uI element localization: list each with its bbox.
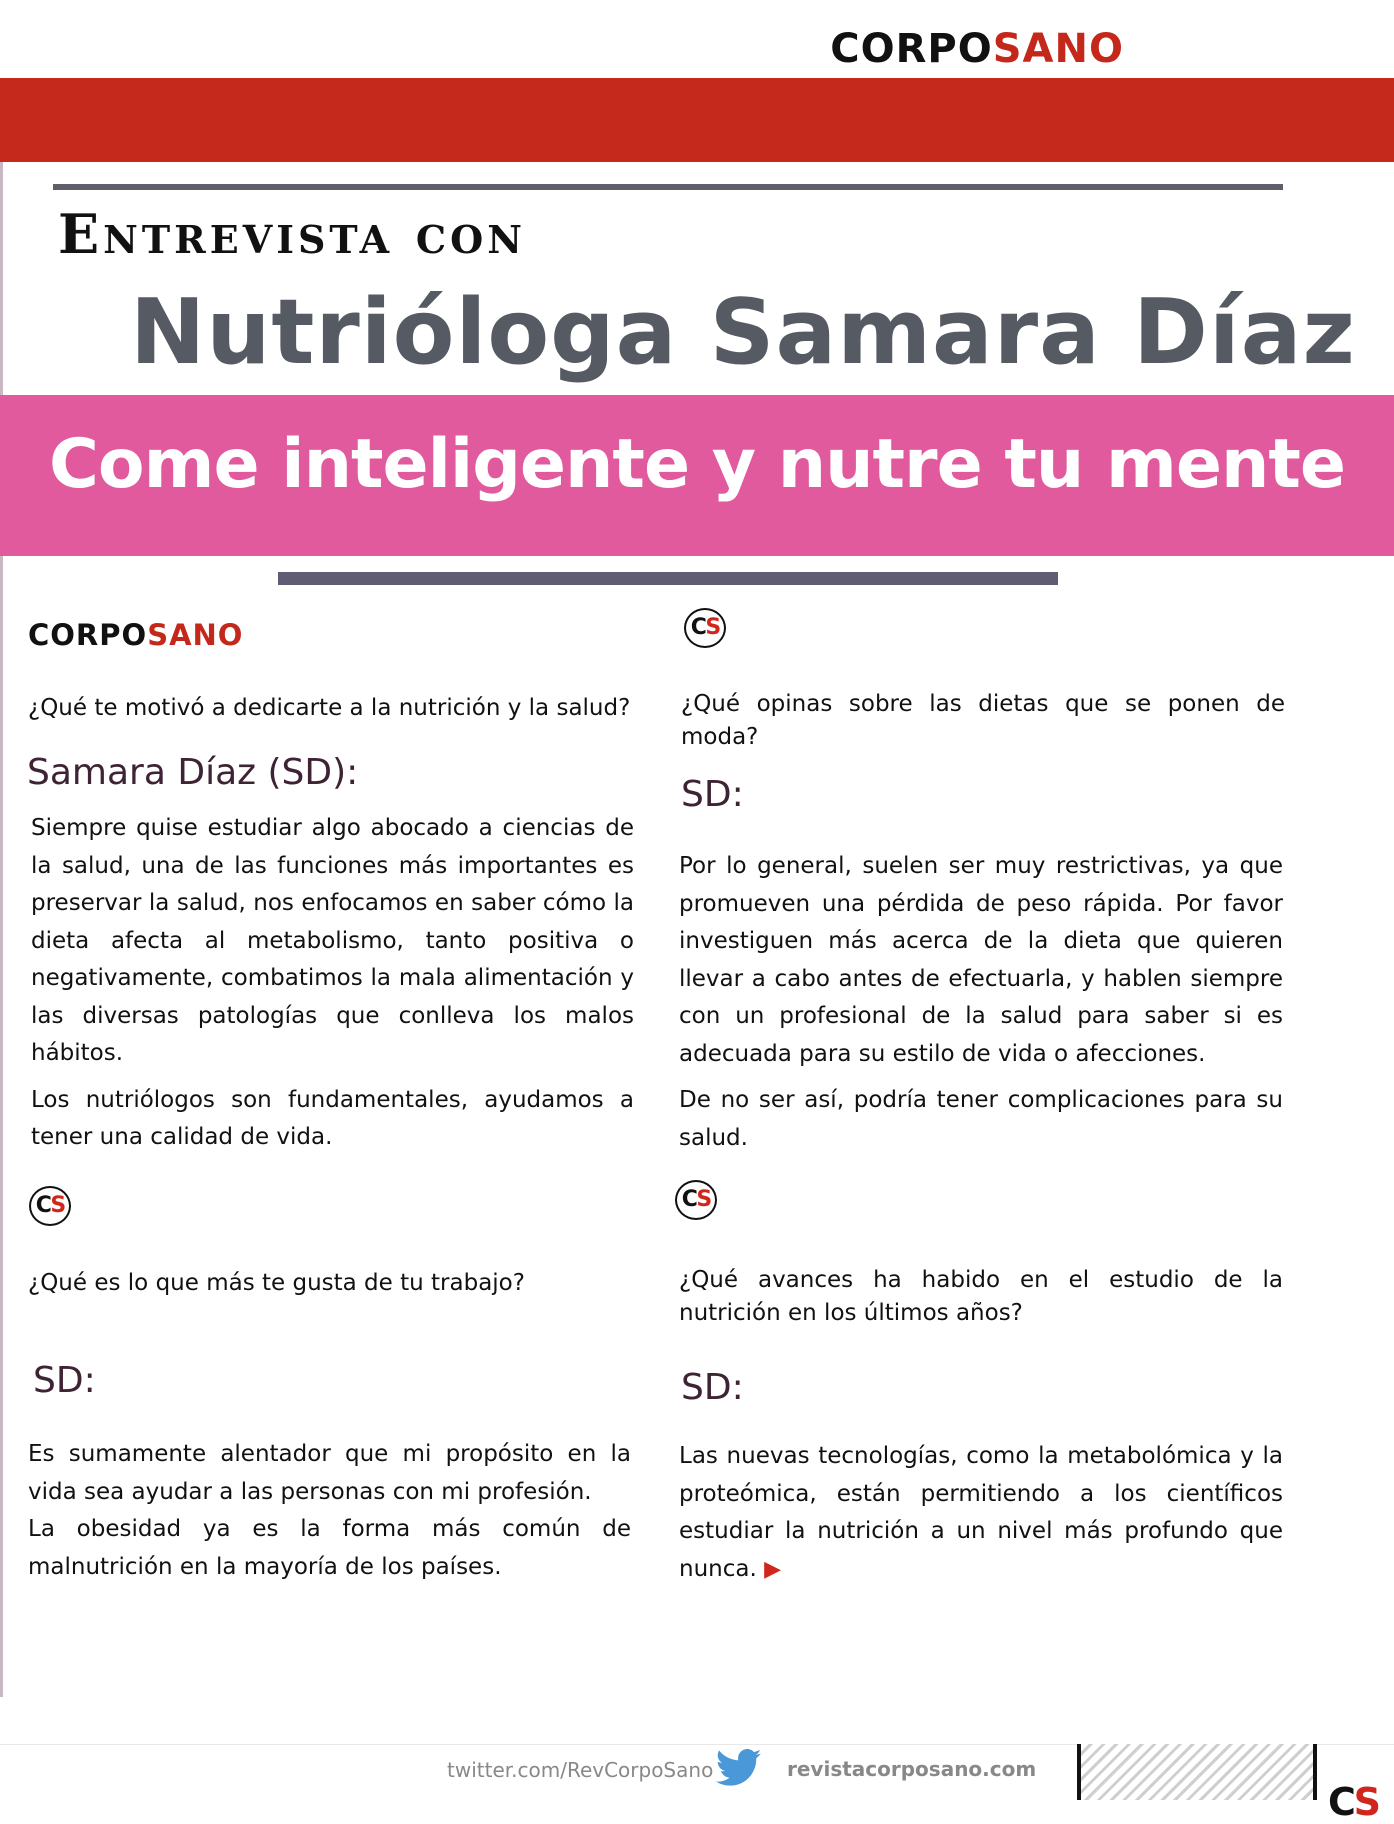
cs-badge-icon: CS xyxy=(684,608,726,648)
answer-1-paragraph: Siempre quise estudiar algo abocado a ciencias de la salud, una de las funciones más importantes es preservar la salud, nos enfocamos en saber cómo la dieta afecta al metabolismo, tanto positiva o negativamente, combatimos la mala alimentación y las diversas patologías que conlleva los malos hábitos. xyxy=(31,815,634,1066)
speaker-label-2: SD: xyxy=(681,774,744,815)
footer-stripe-block xyxy=(1077,1744,1317,1800)
website-link[interactable]: revistacorposano.com xyxy=(787,1757,1037,1781)
answer-2-paragraph: De no ser así, podría tener complicaciones para su salud. xyxy=(679,1087,1283,1151)
cs-badge-icon: CS xyxy=(675,1180,717,1220)
question-1: ¿Qué te motivó a dedicarte a la nutrición y la salud? xyxy=(28,695,631,721)
twitter-handle[interactable]: twitter.com/RevCorpoSano xyxy=(447,1758,714,1782)
top-divider xyxy=(53,184,1283,190)
footer-cs-logo: CS xyxy=(1328,1780,1378,1824)
kicker-title: Entrevista con xyxy=(58,202,526,266)
question-2: ¿Qué opinas sobre las dietas que se ponen de moda? xyxy=(681,691,1285,750)
red-header-band xyxy=(0,78,1394,162)
answer-2 xyxy=(679,848,1283,1166)
speaker-label-4: SD: xyxy=(681,1367,744,1408)
question-3: ¿Qué es lo que más te gusta de tu trabajo? xyxy=(28,1270,525,1296)
continue-arrow-icon: ▶ xyxy=(764,1556,782,1582)
middle-divider xyxy=(278,572,1058,585)
tagline: Come inteligente y nutre tu mente xyxy=(49,425,1345,504)
twitter-bird-icon[interactable] xyxy=(716,1748,762,1788)
answer-1 xyxy=(31,810,634,1166)
answer-1-paragraph: Los nutriólogos son fundamentales, ayudamos a tener una calidad de vida. xyxy=(31,1086,634,1150)
question-4: ¿Qué avances ha habido en el estudio de la nutrición en los últimos años? xyxy=(679,1267,1283,1326)
answer-3-paragraph: Es sumamente alentador que mi propósito en la vida sea ayudar a las personas con mi profesión. xyxy=(28,1441,631,1505)
answer-4-paragraph: Las nuevas tecnologías, como la metabolómica y la proteómica, están permitiendo a los científicos estudiar la nutrición a un nivel más profundo que nunca. ▶ xyxy=(679,1443,1283,1582)
answer-3-paragraph: La obesidad ya es la forma más común de malnutrición en la mayoría de los países. xyxy=(28,1516,631,1580)
speaker-label-1: Samara Díaz (SD): xyxy=(27,752,359,793)
cs-badge-icon: CS xyxy=(29,1186,71,1226)
section-logo: CORPOSANO xyxy=(28,618,244,652)
page-edge-line xyxy=(0,162,3,1697)
speaker-label-3: SD: xyxy=(33,1360,96,1401)
answer-2-paragraph: Por lo general, suelen ser muy restrictivas, ya que promueven una pérdida de peso rápida. Por favor investiguen más acerca de la dieta que quieren llevar a cabo antes de efectuarla, y hablen siempre con un profesional de la salud para saber si es adecuada para su estilo de vida o afecciones. xyxy=(679,853,1283,1067)
headline: Nutrióloga Samara Díaz xyxy=(130,280,1356,385)
answer-3 xyxy=(28,1436,631,1586)
answer-4 xyxy=(679,1438,1283,1588)
brand-logo: CORPOSANO xyxy=(830,26,1124,72)
